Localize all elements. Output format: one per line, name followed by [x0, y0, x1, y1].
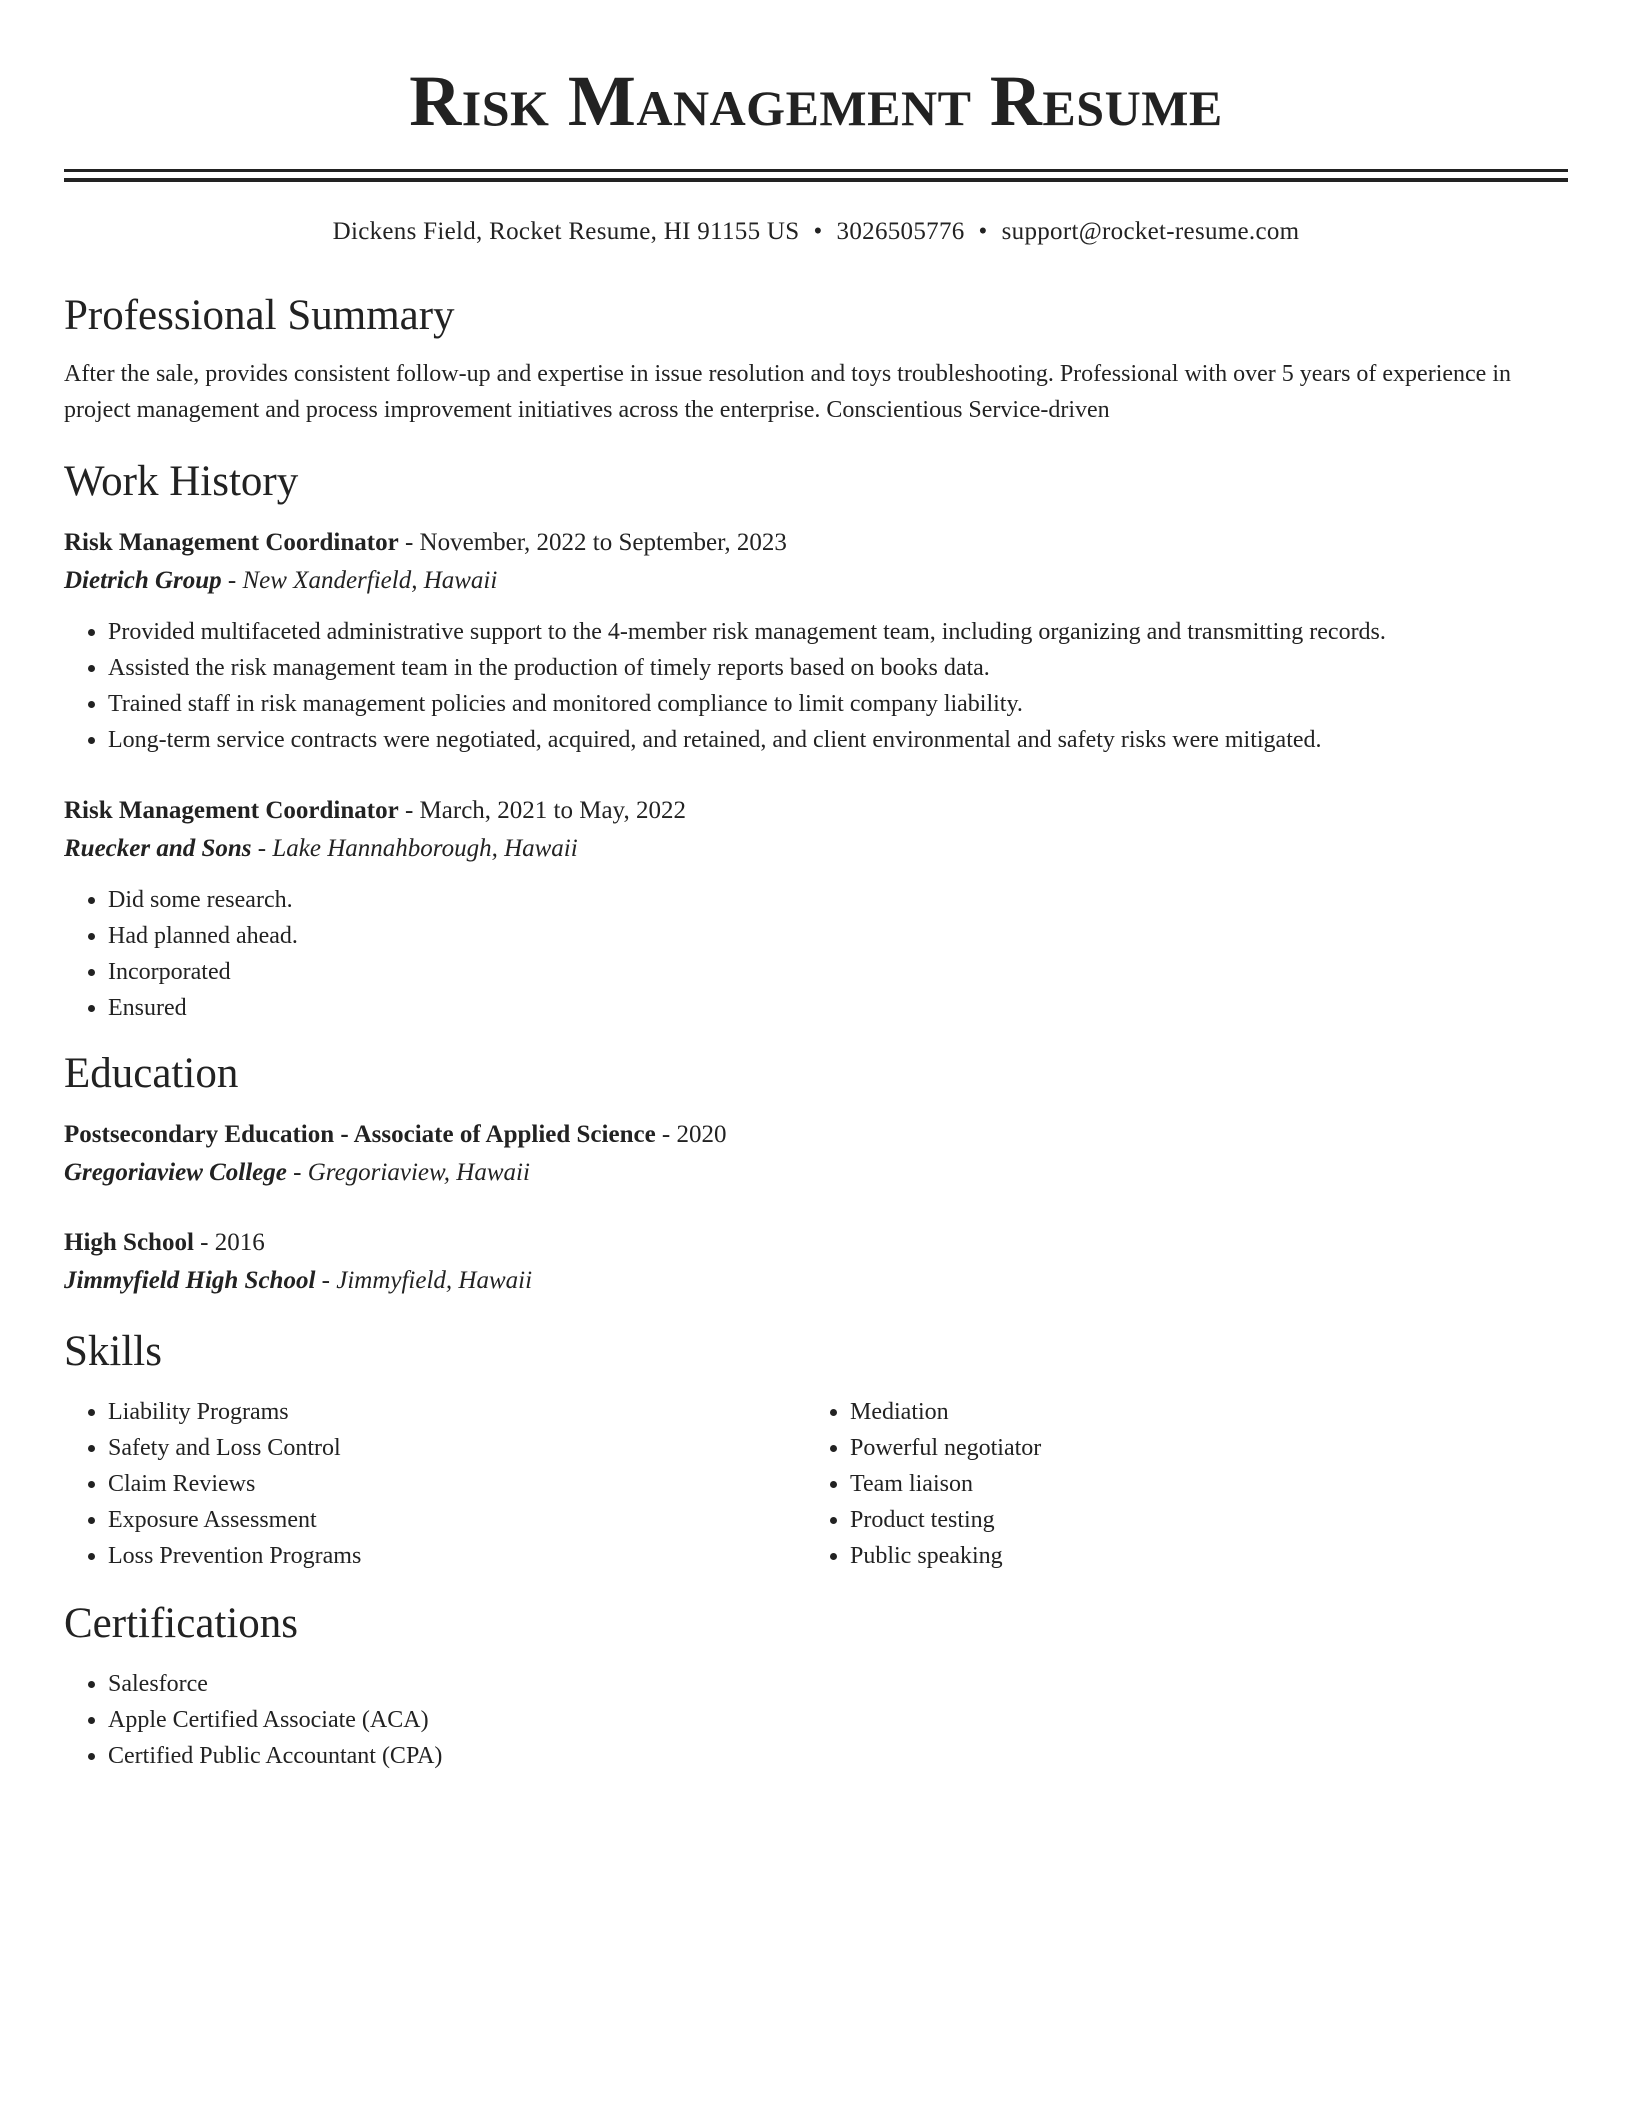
- contact-separator: •: [813, 218, 823, 245]
- job-title-line: [64, 524, 1568, 562]
- section-heading-certifications: Certifications: [64, 1600, 299, 1647]
- list-item: • Certified Public Accountant (CPA): [108, 1738, 1568, 1774]
- list-item: • Claim Reviews: [108, 1466, 806, 1502]
- section-heading-work-history: Work History: [64, 458, 299, 505]
- list-item: • Product testing: [850, 1502, 1548, 1538]
- skills-columns: [64, 1394, 1568, 1574]
- list-item: • Provided multifaceted administrative support to the 4-member risk management team, including organizing and transmitting records.: [108, 614, 1568, 650]
- contact-address: Dickens Field, Rocket Resume, HI 91155 US: [332, 218, 800, 245]
- list-item: • Public speaking: [850, 1538, 1548, 1574]
- list-item: • Exposure Assessment: [108, 1502, 806, 1538]
- education-school-line: [64, 1154, 1568, 1192]
- job-company: Dietrich Group: [64, 567, 222, 594]
- list-item: • Long-term service contracts were negotiated, acquired, and retained, and client environmental and safety risks were mitigated.: [108, 722, 1568, 758]
- contact-line: [64, 216, 1568, 248]
- list-item: • Safety and Loss Control: [108, 1430, 806, 1466]
- education-school: Gregoriaview College: [64, 1159, 287, 1186]
- job-bullet-list: [64, 882, 1568, 1026]
- list-item: • Did some research.: [108, 882, 1568, 918]
- section-heading-skills: Skills: [64, 1328, 162, 1375]
- list-item: • Loss Prevention Programs: [108, 1538, 806, 1574]
- job-title: Risk Management Coordinator: [64, 797, 399, 824]
- list-item: • Ensured: [108, 990, 1568, 1026]
- education-entry: [64, 1116, 1568, 1192]
- contact-phone: 3026505776: [836, 218, 965, 245]
- list-item: • Liability Programs: [108, 1394, 806, 1430]
- list-item: • Powerful negotiator: [850, 1430, 1548, 1466]
- job-company-line: [64, 562, 1568, 600]
- education-location: - Jimmyfield, Hawaii: [315, 1267, 533, 1294]
- certifications-list: [64, 1666, 1568, 1774]
- job-location: - Lake Hannahborough, Hawaii: [251, 835, 578, 862]
- section-heading-summary: Professional Summary: [64, 292, 455, 339]
- education-degree: Postsecondary Education - Associate of Applied Science: [64, 1121, 656, 1148]
- education-year: - 2016: [193, 1229, 265, 1256]
- job-company: Ruecker and Sons: [64, 835, 252, 862]
- list-item: • Had planned ahead.: [108, 918, 1568, 954]
- work-entry: [64, 524, 1568, 758]
- education-degree-line: [64, 1116, 1568, 1154]
- list-item: • Team liaison: [850, 1466, 1548, 1502]
- list-item: • Mediation: [850, 1394, 1548, 1430]
- education-year: - 2020: [655, 1121, 727, 1148]
- resume-title: Risk Management Resume: [409, 61, 1223, 141]
- skills-list-right: [806, 1394, 1548, 1574]
- job-dates: - March, 2021 to May, 2022: [398, 797, 686, 824]
- education-degree-line: [64, 1224, 1568, 1262]
- skills-list-left: [64, 1394, 806, 1574]
- education-degree: High School: [64, 1229, 194, 1256]
- contact-email: support@rocket-resume.com: [1001, 218, 1300, 245]
- job-title: Risk Management Coordinator: [64, 529, 399, 556]
- work-entry: [64, 792, 1568, 1026]
- job-dates: - November, 2022 to September, 2023: [398, 529, 787, 556]
- education-location: - Gregoriaview, Hawaii: [286, 1159, 530, 1186]
- contact-separator: •: [978, 218, 988, 245]
- list-item: • Assisted the risk management team in the production of timely reports based on books data.: [108, 650, 1568, 686]
- job-bullet-list: [64, 614, 1568, 758]
- summary-text: After the sale, provides consistent follow-up and expertise in issue resolution and toys troubleshooting. Professional with over 5 years of experience in project management and process improvement initiatives across the enterprise. Conscientious Service-driven: [64, 361, 1511, 423]
- list-item: • Incorporated: [108, 954, 1568, 990]
- list-item: • Salesforce: [108, 1666, 1568, 1702]
- education-school-line: [64, 1262, 1568, 1300]
- list-item: • Apple Certified Associate (ACA): [108, 1702, 1568, 1738]
- section-heading-education: Education: [64, 1050, 239, 1097]
- job-title-line: [64, 792, 1568, 830]
- education-entry: [64, 1224, 1568, 1300]
- education-school: Jimmyfield High School: [64, 1267, 316, 1294]
- title-divider: [64, 169, 1568, 182]
- job-company-line: [64, 830, 1568, 868]
- job-location: - New Xanderfield, Hawaii: [221, 567, 498, 594]
- list-item: • Trained staff in risk management policies and monitored compliance to limit company liability.: [108, 686, 1568, 722]
